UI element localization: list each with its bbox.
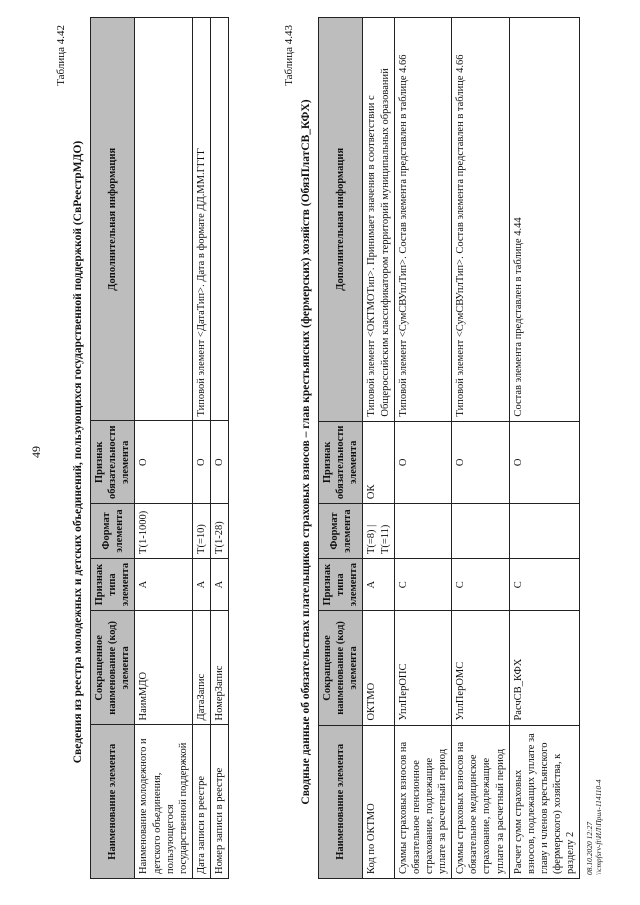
table-cell: Типовой элемент <СумСВУплТип>. Состав элемента представлен в таблице 4.66 xyxy=(394,18,452,422)
footer-path: \\cmpfsrv-ft\ИЛ\Прил-114110-4 xyxy=(594,779,603,875)
table-row xyxy=(509,18,580,879)
table-row xyxy=(192,18,210,879)
table-cell: Номер записи в реестре xyxy=(211,725,229,879)
table-cell: Суммы страховых взносов на обязательное медицинское страхование, подлежащие уплате за расчетный период xyxy=(452,725,510,878)
col-header: Дополнительная информация xyxy=(91,18,135,421)
col-header: Наименование элемента xyxy=(319,725,363,878)
table-cell: РасчСВ_КФХ xyxy=(509,611,580,725)
table-title-4-43: Сводные данные об обязательствах плательщиков страховых взносов – глав крестьянских (фермерских) хозяйств (ОбязПлатСВ_КФХ) xyxy=(300,99,312,805)
col-header: Формат элемента xyxy=(319,504,363,559)
table-number-4-43: Таблица 4.43 xyxy=(283,25,295,86)
footer-date: 08.10.2020 12:27 xyxy=(585,821,594,875)
table-cell xyxy=(135,18,193,421)
table-cell xyxy=(509,504,580,559)
table-cell: T(1-1000) xyxy=(135,504,193,559)
table-cell: А xyxy=(135,558,193,610)
table-cell: Состав элемента представлен в таблице 4.44 xyxy=(509,18,580,422)
table-cell: Код по ОКТМО xyxy=(363,725,394,878)
table-cell: Типовой элемент <СумСВУплТип>. Состав элемента представлен в таблице 4.66 xyxy=(452,18,510,422)
col-header: Признак типа элемента xyxy=(319,559,363,611)
rotated-page xyxy=(15,17,625,887)
table-row xyxy=(135,18,193,879)
col-header: Сокращенное наименование (код) элемента xyxy=(91,611,135,725)
footer-stamp xyxy=(585,779,603,875)
table-cell: С xyxy=(394,559,452,611)
table-row xyxy=(363,18,394,879)
table-4-42 xyxy=(90,17,229,879)
table-cell: НаимМДО xyxy=(135,611,193,725)
table-cell: T(=10) xyxy=(192,504,210,559)
table-cell: О xyxy=(211,421,229,504)
col-header: Дополнительная информация xyxy=(319,18,363,422)
table-cell: ДатаЗапис xyxy=(192,611,210,725)
table-row xyxy=(452,18,510,879)
table-cell: С xyxy=(509,559,580,611)
col-header: Признак обязательности элемента xyxy=(91,421,135,504)
col-header: Наименование элемента xyxy=(91,725,135,879)
table-cell: УплПерОМС xyxy=(452,611,510,725)
table-cell xyxy=(211,18,229,421)
col-header: Формат элемента xyxy=(91,504,135,559)
table-cell: ОК xyxy=(363,421,394,504)
table-cell: А xyxy=(211,558,229,610)
table-cell: О xyxy=(394,421,452,504)
table-cell: Суммы страховых взносов на обязательное пенсионное страхование, подлежащие уплате за расчетный период xyxy=(394,725,452,878)
table-row xyxy=(211,18,229,879)
table-cell xyxy=(452,504,510,559)
col-header: Признак типа элемента xyxy=(91,558,135,610)
table-4-43 xyxy=(318,17,580,879)
table-cell: А xyxy=(192,558,210,610)
table-number-4-42: Таблица 4.42 xyxy=(55,25,67,86)
table-cell: Наименование молодежного и детского объединения, пользующегося государственной поддержкой xyxy=(135,725,193,879)
table-cell: Типовой элемент <ОКТМОТип>. Принимает значения в соответствии с Общероссийским классификатором территорий муниципальных образований xyxy=(363,18,394,422)
table-cell: УплПерОПС xyxy=(394,611,452,725)
table-cell xyxy=(394,504,452,559)
table-title-4-42: Сведения из реестра молодежных и детских объединений, пользующихся государственной поддержкой (СвРеестрМДО) xyxy=(72,140,84,764)
col-header: Признак обязательности элемента xyxy=(319,421,363,504)
table-cell: О xyxy=(509,421,580,504)
table-cell: С xyxy=(452,559,510,611)
table-cell: T(=8) | T(=11) xyxy=(363,504,394,559)
page-number: 49 xyxy=(29,446,43,458)
table-cell: НомерЗапис xyxy=(211,611,229,725)
table-cell: О xyxy=(192,421,210,504)
table-row xyxy=(394,18,452,879)
table-cell: Расчет сумм страховых взносов, подлежащих уплате за главу и членов крестьянского (фермерского) хозяйства, к разделу 2 xyxy=(509,725,580,878)
table-cell: О xyxy=(452,421,510,504)
table-cell: А xyxy=(363,559,394,611)
table-cell: О xyxy=(135,421,193,504)
table-cell: Типовой элемент <ДатаТип>. Дата в формате ДД.ММ.ГГГГ xyxy=(192,18,210,421)
table-cell: T(1-28) xyxy=(211,504,229,559)
col-header: Сокращенное наименование (код) элемента xyxy=(319,611,363,725)
table-cell: ОКТМО xyxy=(363,611,394,725)
table-cell: Дата записи в реестре xyxy=(192,725,210,879)
